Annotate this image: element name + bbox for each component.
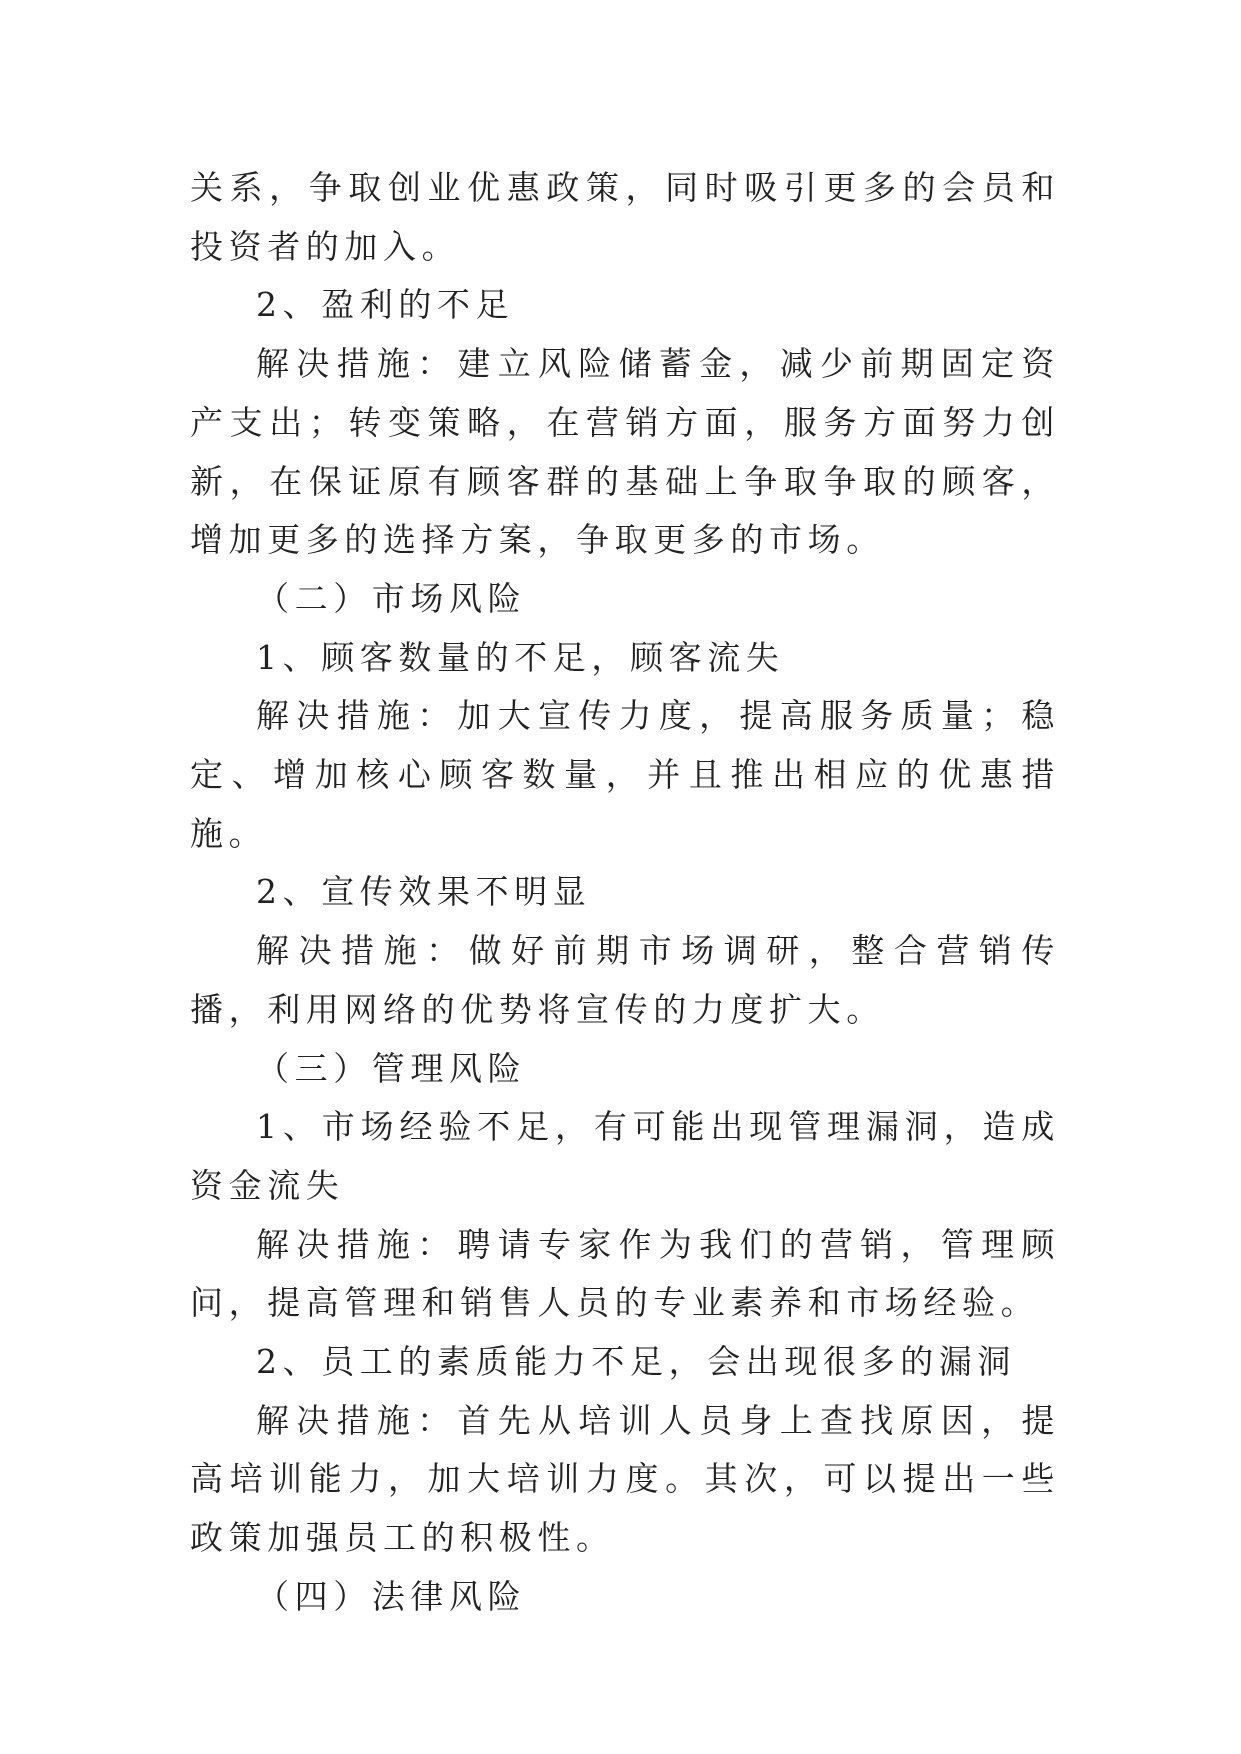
section-heading-market-risk: （二）市场风险 bbox=[256, 578, 527, 618]
paragraph-solution: 解决措施：首先从培训人员身上查找原因，提高培训能力，加大培训力度。其次，可以提出一些政策加强员工的积极性。 bbox=[190, 1400, 1060, 1558]
list-item-customer-shortfall: 1、顾客数量的不足，顾客流失 bbox=[256, 637, 785, 677]
section-heading-management-risk: （三）管理风险 bbox=[256, 1048, 527, 1088]
paragraph-solution: 解决措施：做好前期市场调研，整合营销传播，利用网络的优势将宣传的力度扩大。 bbox=[190, 931, 1060, 1029]
paragraph-solution: 解决措施：加大宣传力度，提高服务质量；稳定、增加核心顾客数量，并且推出相应的优惠措施。 bbox=[190, 696, 1060, 853]
paragraph-continuation: 关系，争取创业优惠政策，同时吸引更多的会员和投资者的加入。 bbox=[190, 168, 1060, 266]
section-heading-legal-risk: （四）法律风险 bbox=[256, 1576, 527, 1616]
paragraph-solution: 解决措施：聘请专家作为我们的营销，管理顾问，提高管理和销售人员的专业素养和市场经验。 bbox=[190, 1224, 1060, 1323]
list-item-promotion-effect: 2、宣传效果不明显 bbox=[256, 872, 592, 912]
list-item-market-experience: 1、市场经验不足，有可能出现管理漏洞，造成资金流失 bbox=[190, 1107, 1060, 1205]
document-body bbox=[190, 159, 1060, 1627]
list-item-staff-ability: 2、员工的素质能力不足，会出现很多的漏洞 bbox=[256, 1342, 1016, 1382]
list-item-profit-shortfall: 2、盈利的不足 bbox=[256, 285, 515, 325]
paragraph-solution: 解决措施：建立风险储蓄金，减少前期固定资产支出；转变策略，在营销方面，服务方面努力创新，在保证原有顾客群的基础上争取争取的顾客，增加更多的选择方案，争取更多的市场。 bbox=[190, 344, 1060, 560]
